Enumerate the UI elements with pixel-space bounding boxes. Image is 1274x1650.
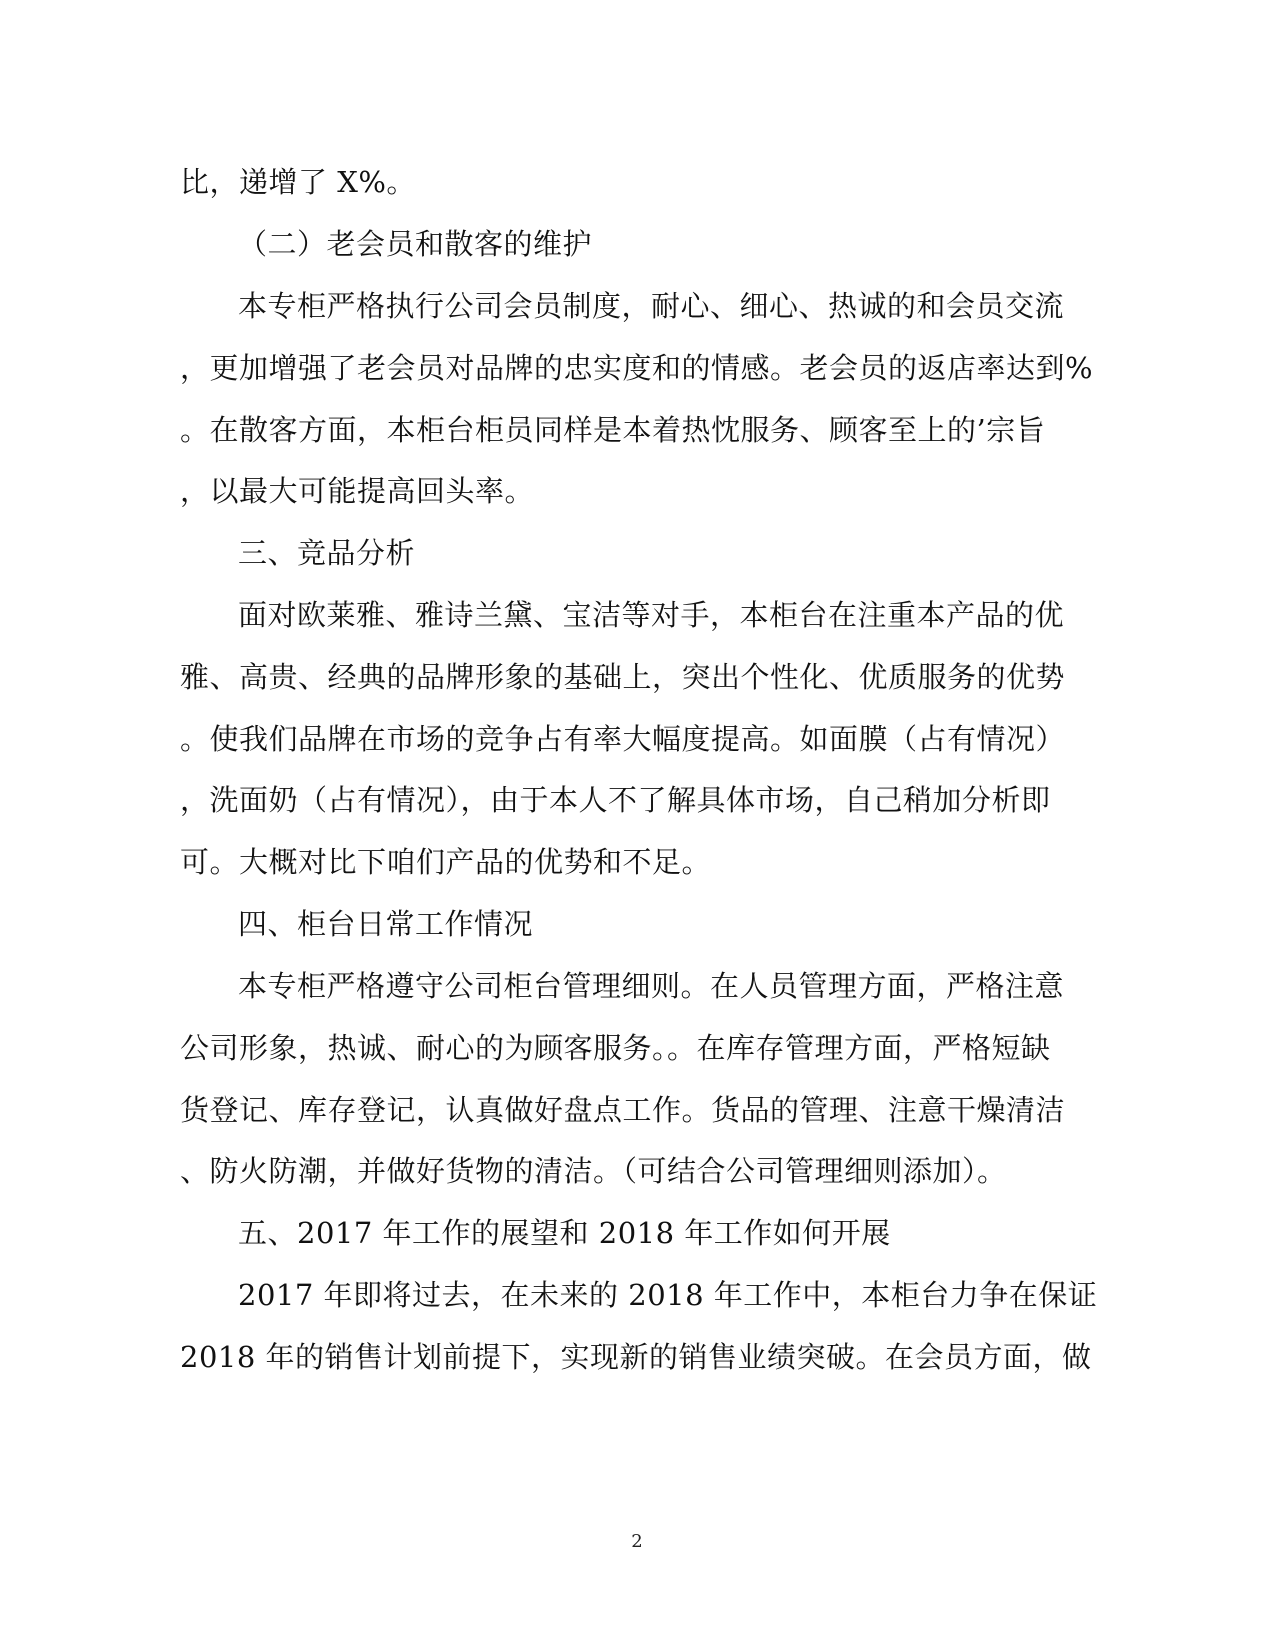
text-line: 雅、高贵、经典的品牌形象的基础上，突出个性化、优质服务的优势	[180, 660, 1066, 694]
text-line: 比，递增了 X%。	[180, 165, 416, 199]
text-line: 货登记、库存登记，认真做好盘点工作。货品的管理、注意干燥清洁	[180, 1093, 1066, 1127]
section-heading: （二）老会员和散客的维护	[238, 227, 593, 261]
section-heading: 五、2017 年工作的展望和 2018 年工作如何开展	[238, 1216, 891, 1250]
text-line: 2018 年的销售计划前提下，实现新的销售业绩突破。在会员方面，做	[180, 1340, 1092, 1374]
page-number: 2	[631, 1531, 643, 1552]
text-line: ，以最大可能提高回头率。	[180, 474, 535, 508]
text-line: 本专柜严格遵守公司柜台管理细则。在人员管理方面，严格注意	[238, 969, 1065, 1003]
text-line: 。使我们品牌在市场的竞争占有率大幅度提高。如面膜（占有情况）	[180, 722, 1066, 756]
text-line: 2017 年即将过去，在未来的 2018 年工作中，本柜台力争在保证	[238, 1278, 1098, 1312]
text-line: 、防火防潮，并做好货物的清洁。（可结合公司管理细则添加）。	[180, 1154, 1007, 1188]
text-line: 面对欧莱雅、雅诗兰黛、宝洁等对手，本柜台在注重本产品的优	[238, 598, 1065, 632]
section-heading: 三、竞品分析	[238, 536, 416, 570]
text-line: 本专柜严格执行公司会员制度，耐心、细心、热诚的和会员交流	[238, 289, 1065, 323]
text-line: ，更加增强了老会员对品牌的忠实度和的情感。老会员的返店率达到%	[180, 351, 1094, 385]
text-line: 可。大概对比下咱们产品的优势和不足。	[180, 845, 712, 879]
text-line: ，洗面奶（占有情况），由于本人不了解具体市场，自己稍加分析即	[180, 783, 1051, 817]
text-line: 公司形象，热诚、耐心的为顾客服务。。在库存管理方面，严格短缺	[180, 1031, 1051, 1065]
section-heading: 四、柜台日常工作情况	[238, 907, 534, 941]
text-line: 。在散客方面，本柜台柜员同样是本着热忱服务、顾客至上的’宗旨	[180, 413, 1046, 447]
